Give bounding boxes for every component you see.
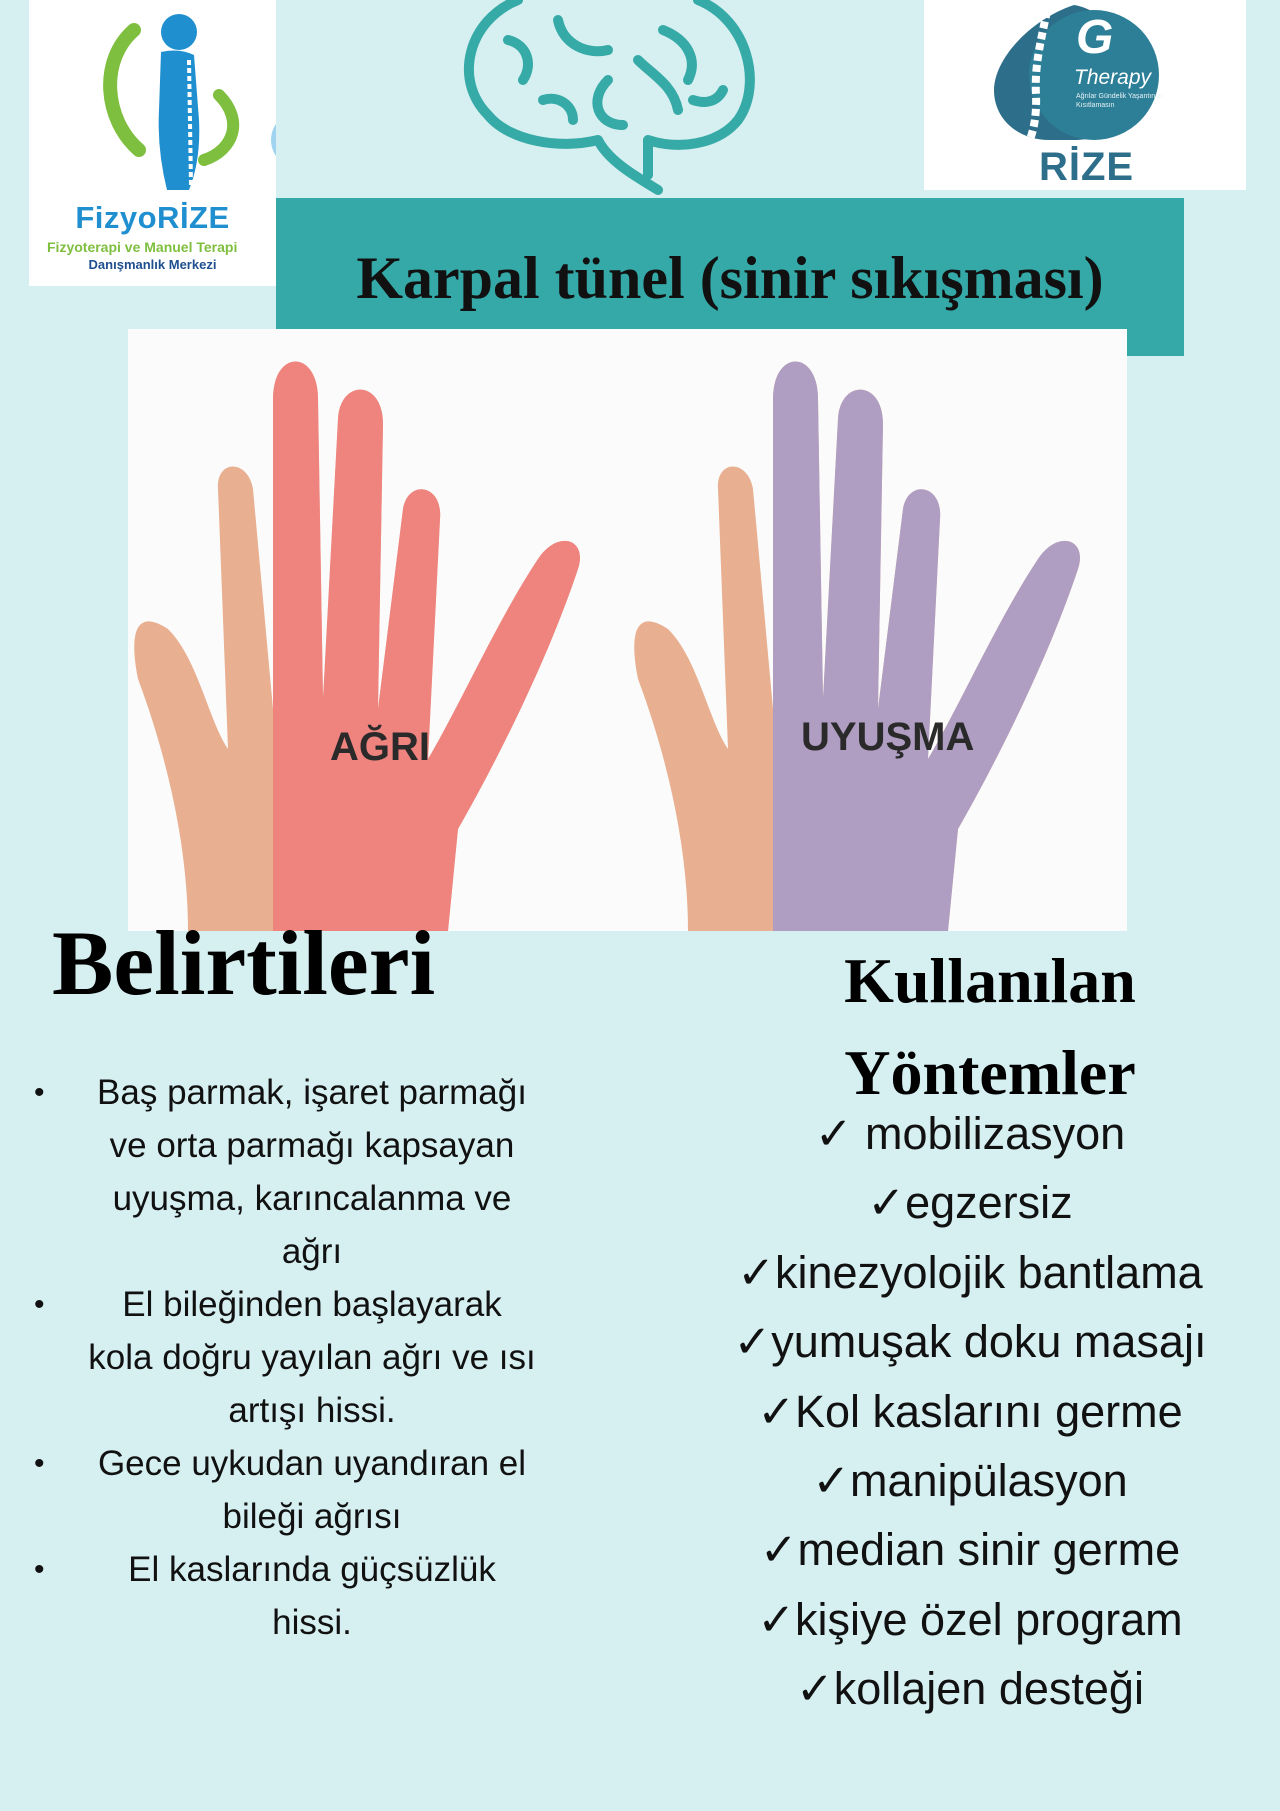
list-item: ✓kollajen desteği (796, 1663, 1144, 1715)
list-item (30, 1437, 550, 1543)
spine-figure-icon (29, 0, 276, 200)
list-item (30, 1066, 550, 1278)
symptoms-list (30, 1066, 550, 1649)
symptom-text: El kaslarında güçsüzlük hissi. (128, 1550, 496, 1642)
bullet-icon: • (34, 1553, 45, 1586)
methods-heading: Kullanılan Yöntemler (844, 945, 1136, 1108)
logo-tagline: Ağrılar Gündelik Yaşantınızı Kısıtlamasın (1076, 93, 1163, 109)
list-item: ✓median sinir germe (759, 1524, 1181, 1576)
list-item: ✓yumuşak doku masajı (733, 1316, 1207, 1368)
methods-list (660, 1099, 1280, 1724)
logo-name: Therapy (1074, 66, 1152, 89)
numbness-label: UYUŞMA (801, 715, 975, 759)
symptom-text: Baş parmak, işaret parmağı ve orta parmağı kapsayan uyuşma, karıncalanma ve ağrı (97, 1073, 527, 1271)
pain-label: AĞRI (330, 725, 430, 769)
fizyorize-logo (29, 0, 276, 286)
page-title: Karpal tünel (sinir sıkışması) (356, 245, 1104, 311)
hands-illustration (128, 329, 1127, 931)
bullet-icon: • (34, 1288, 45, 1321)
list-item (30, 1543, 550, 1649)
list-item: ✓kişiye özel program (757, 1593, 1183, 1645)
logo-brand-text: FizyoRİZE (75, 200, 230, 235)
logo-city: RİZE (1039, 145, 1135, 189)
list-item: ✓ mobilizasyon (814, 1108, 1126, 1159)
logo-subtitle: Fizyoterapi ve Manuel Terapi (47, 239, 238, 255)
bullet-icon: • (34, 1447, 45, 1480)
list-item (30, 1278, 550, 1437)
list-item: ✓kinezyolojik bantlama (737, 1246, 1203, 1298)
list-item: ✓manipülasyon (812, 1454, 1128, 1506)
list-item: ✓Kol kaslarını germe (757, 1385, 1183, 1437)
symptom-text: El bileğinden başlayarak kola doğru yayılan ağrı ve ısı artışı hissi. (88, 1285, 536, 1430)
logo-subtitle-2: Danışmanlık Merkezi (88, 257, 217, 272)
hands-image (128, 329, 1127, 931)
logo-letter: G (1076, 11, 1114, 64)
symptoms-heading: Belirtileri (52, 912, 436, 1014)
symptom-text: Gece uykudan uyandıran el bileği ağrısı (97, 1444, 527, 1536)
g-therapy-logo (924, 0, 1246, 190)
brain-icon (448, 0, 778, 200)
bullet-icon: • (34, 1076, 45, 1109)
list-item: ✓egzersiz (867, 1177, 1073, 1229)
